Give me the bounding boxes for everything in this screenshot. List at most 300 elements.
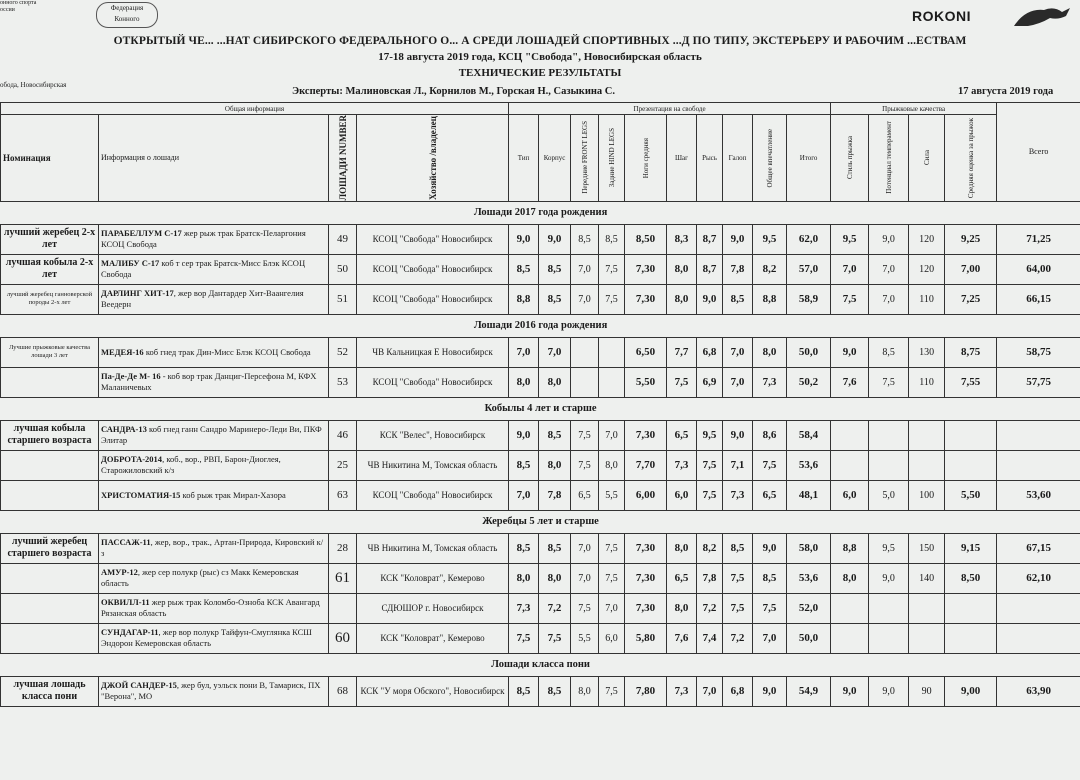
horse-name: ДЖОЙ САНДЕР-15 [101,680,177,691]
score-gallop: 7,5 [723,563,753,593]
horse-name: ХРИСТОМАТИЯ-15 [101,489,181,500]
col-trot: Рысь [697,115,723,202]
experts-line: Эксперты: Малиновская Л., Корнилов М., Горская Н., Сазыкина С. [292,86,616,97]
score-body: 8,0 [539,563,571,593]
score-total: 48,1 [787,480,831,510]
col-walk: Шаг [667,115,697,202]
col-temperament: Потенциал темперамент [884,121,893,195]
score-temperament: 9,0 [869,563,909,593]
horse-name: ПАРАБЕЛЛУМ С-17 [101,228,182,239]
score-jump-style: 7,5 [831,284,869,314]
score-temperament: 7,0 [869,254,909,284]
score-trot: 7,5 [697,480,723,510]
score-overall: 8,6 [753,420,787,450]
score-hind-legs: 7,5 [599,284,625,314]
score-front-legs: 7,5 [571,420,599,450]
owner-cell: КСОЦ "Свобода" Новосибирск [357,254,509,284]
score-walk: 6,5 [667,420,697,450]
score-type: 9,0 [509,420,539,450]
owner-cell: КСК "У моря Обского", Новосибирск [357,676,509,706]
group-general-header: Общая информация [1,103,509,115]
nomination-cell: лучшая кобыла старшего возраста [1,420,99,450]
score-temperament: 7,5 [869,367,909,397]
venue-place: ободa, Новосибирская [0,81,67,89]
score-walk: 8,0 [667,593,697,623]
owner-cell: ЧВ Кальницкая Е Новосибирск [357,337,509,367]
owner-cell: ЧВ Никитина М, Томская область [357,450,509,480]
score-jump-avg [945,420,997,450]
score-walk: 7,7 [667,337,697,367]
score-grand-total: 64,00 [997,254,1080,284]
horse-name: ПАССАЖ-11 [101,537,151,548]
score-grand-total: 53,60 [997,480,1080,510]
section-title: Кобылы 4 лет и старше [1,397,1080,420]
section-title: Лошади 2017 года рождения [1,201,1080,224]
score-temperament: 7,0 [869,284,909,314]
col-body: Корпус [539,115,571,202]
col-jump-avg-header [945,115,997,202]
table-row [1,224,1080,254]
score-front-legs [571,367,599,397]
score-power: 120 [909,224,945,254]
score-type: 7,5 [509,623,539,653]
horse-number: 53 [329,367,357,397]
score-legs-avg: 7,30 [625,563,667,593]
score-trot: 7,4 [697,623,723,653]
score-jump-avg [945,623,997,653]
score-legs-avg: 7,30 [625,593,667,623]
score-front-legs: 5,5 [571,623,599,653]
score-overall: 8,0 [753,337,787,367]
score-total: 50,2 [787,367,831,397]
table-row [1,623,1080,653]
col-legs-avg: Ноги средняя [641,137,650,178]
score-jump-style: 7,6 [831,367,869,397]
nomination-cell: лучшая лошадь класса пони [1,676,99,706]
horse-description: , жер сер полукр (рыс) сз Макк Кемеровская область [101,567,299,589]
score-trot: 7,8 [697,563,723,593]
score-jump-style: 9,0 [831,337,869,367]
score-hind-legs: 7,5 [599,533,625,563]
score-trot: 9,0 [697,284,723,314]
score-gallop: 7,0 [723,337,753,367]
horse-number: 28 [329,533,357,563]
col-gallop: Галоп [723,115,753,202]
score-legs-avg: 8,50 [625,224,667,254]
score-power: 150 [909,533,945,563]
score-trot: 7,0 [697,676,723,706]
horse-number: 25 [329,450,357,480]
score-type: 8,0 [509,563,539,593]
score-body: 8,0 [539,450,571,480]
score-jump-avg: 9,00 [945,676,997,706]
score-overall: 6,5 [753,480,787,510]
score-total: 52,0 [787,593,831,623]
score-jump-style: 8,8 [831,533,869,563]
score-walk: 8,3 [667,224,697,254]
col-front-legs: Передние FRONT LEGS [580,121,589,195]
score-type: 7,0 [509,337,539,367]
section-title: Жеребцы 5 лет и старше [1,510,1080,533]
score-power [909,623,945,653]
score-body: 8,5 [539,284,571,314]
score-legs-avg: 7,30 [625,533,667,563]
score-hind-legs: 6,0 [599,623,625,653]
score-grand-total [997,623,1080,653]
event-subtitle: 17-18 августа 2019 года, КСЦ "Свобода", Новосибирская область [378,51,702,63]
rokoni-logo: ROKONI [912,8,971,24]
score-power: 90 [909,676,945,706]
score-grand-total: 62,10 [997,563,1080,593]
horse-info-cell [99,450,329,480]
results-table [0,102,1080,707]
horse-info-cell [99,337,329,367]
score-legs-avg: 6,50 [625,337,667,367]
score-total: 62,0 [787,224,831,254]
table-row [1,563,1080,593]
nomination-cell [1,367,99,397]
score-overall: 7,3 [753,367,787,397]
nomination-cell [1,450,99,480]
score-jump-style [831,593,869,623]
score-temperament: 8,5 [869,337,909,367]
horse-info-cell [99,480,329,510]
score-type: 8,8 [509,284,539,314]
horse-number: 51 [329,284,357,314]
horse-info-cell [99,533,329,563]
score-grand-total: 66,15 [997,284,1080,314]
score-jump-style: 9,5 [831,224,869,254]
score-body: 8,0 [539,367,571,397]
score-trot: 7,5 [697,450,723,480]
owner-cell: ЧВ Никитина М, Томская область [357,533,509,563]
score-trot: 9,5 [697,420,723,450]
score-trot: 6,9 [697,367,723,397]
score-total: 53,6 [787,563,831,593]
score-temperament [869,623,909,653]
score-power: 140 [909,563,945,593]
score-gallop: 9,0 [723,420,753,450]
score-total: 50,0 [787,337,831,367]
score-overall: 9,0 [753,533,787,563]
score-gallop: 6,8 [723,676,753,706]
horse-description: коб гнед трак Дин-Мисс Блэк КСОЦ Свобода [143,346,311,357]
score-legs-avg: 7,30 [625,284,667,314]
section-row [1,653,1080,676]
score-temperament: 9,0 [869,676,909,706]
horse-name: СУНДАГАР-11 [101,627,159,638]
owner-cell: КСОЦ "Свобода" Новосибирск [357,224,509,254]
score-overall: 8,5 [753,563,787,593]
score-jump-avg: 8,50 [945,563,997,593]
score-jump-avg: 9,15 [945,533,997,563]
score-body: 7,5 [539,623,571,653]
score-trot: 7,2 [697,593,723,623]
score-type: 8,5 [509,676,539,706]
col-jump-style: Стиль прыжка [845,136,854,180]
results-body [1,201,1080,706]
score-body: 8,5 [539,676,571,706]
document-title: ТЕХНИЧЕСКИЕ РЕЗУЛЬТАТЫ [458,67,622,79]
document-date: 17 августа 2019 года [958,86,1054,97]
table-row [1,367,1080,397]
logo-mid-line-2: Конного [114,15,140,23]
table-row [1,533,1080,563]
score-front-legs [571,337,599,367]
horse-description: , жер, вор., трак., Артан-Природа, Кировский к/з [101,537,324,559]
score-temperament [869,420,909,450]
score-grand-total: 58,75 [997,337,1080,367]
owner-cell: КСОЦ "Свобода" Новосибирск [357,480,509,510]
col-type: Тип [509,115,539,202]
score-body: 7,2 [539,593,571,623]
horse-description: - коб вор трак Данциг-Персефона М, КФХ Маланичевых [101,371,317,393]
event-title: ОТКРЫТЫЙ ЧЕ... ...НАТ СИБИРСКОГО ФЕДЕРАЛЬНОГО О... А СРЕДИ ЛОШАДЕЙ СПОРТИВНЫХ ...Д ПО ТИПУ, ЭКСТЕРЬЕРУ И РАБОЧИМ ...ЕСТВАМ [113,35,967,47]
col-hind-legs: Задние HIND LEGS [607,128,616,188]
nomination-cell [1,563,99,593]
score-body: 7,8 [539,480,571,510]
horse-description: коб гнед ганн Сандро Маринеро-Леди Ви, ПКФ Элитар [101,424,322,446]
horse-info-cell [99,284,329,314]
nomination-cell: лучший жеребец 2-х лет [1,224,99,254]
score-overall: 9,0 [753,676,787,706]
score-jump-style: 8,0 [831,563,869,593]
horse-name: АМУР-12 [101,567,138,578]
col-nomination: Номинация [1,115,99,202]
horse-description: коб т сер трак Братск-Мисс Блэк КСОЦ Свобода [101,258,306,280]
score-gallop: 8,5 [723,533,753,563]
horse-number: 46 [329,420,357,450]
horse-number: 49 [329,224,357,254]
table-row [1,676,1080,706]
nomination-cell [1,623,99,653]
section-title: Лошади 2016 года рождения [1,314,1080,337]
horse-info-cell [99,254,329,284]
score-temperament: 9,5 [869,533,909,563]
nomination-cell: лучший жеребец старшего возраста [1,533,99,563]
score-grand-total: 57,75 [997,367,1080,397]
score-power: 100 [909,480,945,510]
col-hind-legs-header [599,115,625,202]
table-row [1,420,1080,450]
col-overall-header [753,115,787,202]
col-temperament-header [869,115,909,202]
score-jump-style: 7,0 [831,254,869,284]
col-number-header [329,115,357,202]
horse-info-cell [99,623,329,653]
table-row [1,450,1080,480]
score-walk: 8,0 [667,533,697,563]
score-total: 58,4 [787,420,831,450]
section-title: Лошади класса пони [1,653,1080,676]
score-gallop: 7,8 [723,254,753,284]
score-temperament: 9,0 [869,224,909,254]
nomination-cell: лучший жеребец ганноверской породы 2-х лет [1,284,99,314]
score-trot: 8,7 [697,254,723,284]
horse-description: коб рыж трак Мирал-Хазора [180,489,286,500]
score-jump-style [831,623,869,653]
score-overall: 7,5 [753,450,787,480]
score-total: 54,9 [787,676,831,706]
score-jump-avg: 7,55 [945,367,997,397]
score-total: 50,0 [787,623,831,653]
score-front-legs: 7,0 [571,284,599,314]
score-gallop: 9,0 [723,224,753,254]
score-jump-avg: 7,25 [945,284,997,314]
horse-number [329,593,357,623]
score-front-legs: 7,5 [571,450,599,480]
score-power [909,420,945,450]
score-front-legs: 7,0 [571,563,599,593]
score-total: 58,0 [787,533,831,563]
score-gallop: 7,2 [723,623,753,653]
col-horse-info: Информация о лошади [99,115,329,202]
score-trot: 8,7 [697,224,723,254]
horse-name: ДОБРОТА-2014 [101,454,163,465]
score-overall: 7,0 [753,623,787,653]
table-row [1,593,1080,623]
score-hind-legs: 8,5 [599,224,625,254]
score-jump-style: 6,0 [831,480,869,510]
section-row [1,510,1080,533]
score-type: 8,0 [509,367,539,397]
score-grand-total [997,593,1080,623]
score-gallop: 7,1 [723,450,753,480]
score-jump-style [831,450,869,480]
score-power: 110 [909,367,945,397]
score-legs-avg: 6,00 [625,480,667,510]
owner-cell: КСК "Коловрат", Кемерово [357,623,509,653]
score-jump-style [831,420,869,450]
score-legs-avg: 7,30 [625,420,667,450]
horse-number: 63 [329,480,357,510]
col-grand-total: Всего [997,103,1080,202]
horse-number: 61 [329,563,357,593]
horse-description: жер рыж трак Коломбо-Озноба КСК Авангард Рязанская область [101,597,320,619]
score-front-legs: 6,5 [571,480,599,510]
score-temperament [869,450,909,480]
score-hind-legs: 7,5 [599,676,625,706]
horse-name: ДАРЛИНГ ХИТ-17 [101,288,174,299]
table-row [1,337,1080,367]
group-presentation-header: Презентация на свободе [509,103,831,115]
section-row [1,201,1080,224]
score-gallop: 7,3 [723,480,753,510]
score-hind-legs: 7,0 [599,420,625,450]
nomination-cell [1,593,99,623]
score-jump-avg: 9,25 [945,224,997,254]
score-grand-total: 67,15 [997,533,1080,563]
score-walk: 8,0 [667,284,697,314]
owner-cell: КСК "Велес", Новосибирск [357,420,509,450]
score-hind-legs: 7,5 [599,563,625,593]
score-body: 7,0 [539,337,571,367]
horse-info-cell [99,224,329,254]
score-hind-legs: 7,5 [599,254,625,284]
score-body: 8,5 [539,533,571,563]
col-owner: Хозяйство /владелец [427,115,438,200]
score-type: 7,0 [509,480,539,510]
score-walk: 7,5 [667,367,697,397]
score-body: 9,0 [539,224,571,254]
nomination-cell: лучшая кобыла 2-х лет [1,254,99,284]
owner-cell: КСК "Коловрат", Кемерово [357,563,509,593]
score-gallop: 7,0 [723,367,753,397]
horse-name: ОКВИЛЛ-11 [101,597,150,608]
score-total: 58,9 [787,284,831,314]
horse-name: МАЛИБУ С-17 [101,258,160,269]
score-jump-avg: 7,00 [945,254,997,284]
section-row [1,314,1080,337]
score-front-legs: 7,0 [571,254,599,284]
score-jump-avg: 8,75 [945,337,997,367]
score-total: 57,0 [787,254,831,284]
col-power: Сила [922,150,931,166]
score-front-legs: 7,5 [571,593,599,623]
score-hind-legs [599,337,625,367]
score-legs-avg: 5,50 [625,367,667,397]
score-body: 8,5 [539,420,571,450]
score-walk: 7,3 [667,450,697,480]
horse-info-cell [99,593,329,623]
logo-mid-line-1: Федерация [110,4,144,12]
col-jump-avg: Средняя оценка за прыжок [966,117,975,198]
score-legs-avg: 5,80 [625,623,667,653]
horse-number: 68 [329,676,357,706]
score-grand-total [997,450,1080,480]
score-jump-style: 9,0 [831,676,869,706]
nomination-cell [1,480,99,510]
horse-description: жер рыж трак Братск-Пеларгония КСОЦ Свобода [101,228,306,250]
horse-number: 52 [329,337,357,367]
federation-logo [96,2,158,28]
score-legs-avg: 7,30 [625,254,667,284]
score-walk: 8,0 [667,254,697,284]
score-walk: 7,3 [667,676,697,706]
score-trot: 6,8 [697,337,723,367]
score-overall: 8,2 [753,254,787,284]
score-legs-avg: 7,70 [625,450,667,480]
score-total: 53,6 [787,450,831,480]
table-row [1,284,1080,314]
score-front-legs: 8,5 [571,224,599,254]
score-type: 8,5 [509,254,539,284]
score-hind-legs [599,367,625,397]
horse-info-cell [99,676,329,706]
horse-logo-icon [1010,2,1076,30]
federation-logo-text [0,0,80,14]
score-temperament: 5,0 [869,480,909,510]
score-gallop: 7,5 [723,593,753,623]
score-trot: 8,2 [697,533,723,563]
col-legs-avg-header [625,115,667,202]
table-row [1,480,1080,510]
col-jump-style-header [831,115,869,202]
logo-left-line-1: онного спорта [0,0,37,6]
score-power [909,593,945,623]
col-owner-header [357,115,509,202]
horse-number: 60 [329,623,357,653]
score-grand-total: 71,25 [997,224,1080,254]
score-walk: 6,0 [667,480,697,510]
nomination-cell: Лучшие прыжковые качества лошади 3 лет [1,337,99,367]
score-overall: 7,5 [753,593,787,623]
owner-cell: СДЮШОР г. Новосибирск [357,593,509,623]
score-overall: 8,8 [753,284,787,314]
score-grand-total: 63,90 [997,676,1080,706]
horse-description: , жер вор полукр Тайфун-Смуглянка КСШ Эндорон Кемеровская область [101,627,312,649]
score-power: 110 [909,284,945,314]
